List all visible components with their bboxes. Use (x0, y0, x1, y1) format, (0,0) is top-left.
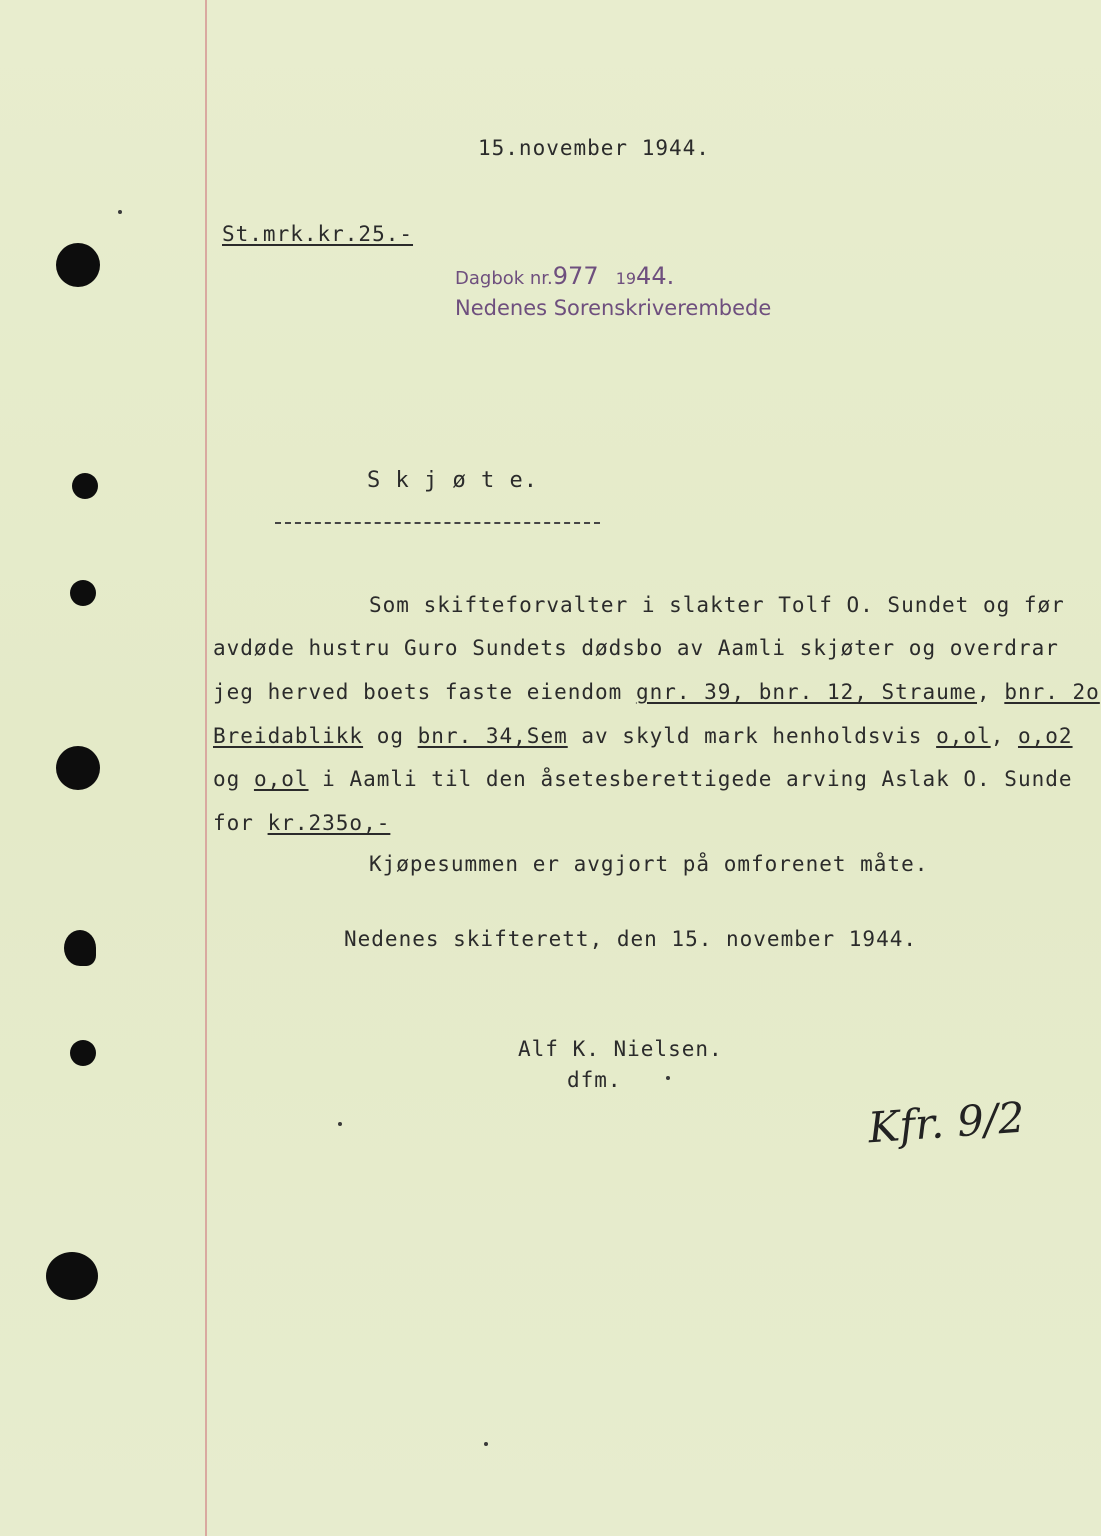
margin-line (205, 0, 207, 1536)
punch-hole-1 (56, 243, 100, 287)
punch-hole-3 (70, 580, 96, 606)
punch-hole-4 (56, 746, 100, 790)
date-heading: 15.november 1944. (478, 136, 710, 160)
ink-speck (338, 1122, 342, 1126)
stamp-duty: St.mrk.kr.25.- (222, 222, 414, 246)
punch-hole-7 (46, 1252, 98, 1300)
stamp-prefix: Dagbok nr. (455, 268, 553, 289)
punch-hole-5 (64, 930, 96, 966)
body-line-4: Breidablikk og bnr. 34,Sem av skyld mark henholdsvis o,ol, o,o2 (213, 724, 1073, 748)
stamp-year-prefix: 19 (615, 269, 637, 288)
stamp-year-suffix: 44. (636, 262, 675, 290)
signatory-title: dfm. (567, 1068, 622, 1092)
document-title: S k j ø t e. (367, 468, 538, 493)
registry-stamp (455, 262, 674, 290)
signatory-name: Alf K. Nielsen. (518, 1037, 723, 1061)
punch-hole-2 (72, 473, 98, 499)
body-line-3: jeg herved boets faste eiendom gnr. 39, bnr. 12, Straume, bnr. 2o (213, 680, 1100, 704)
stamp-office: Nedenes Sorenskriverembede (455, 296, 772, 320)
body-line-6: for kr.235o,- (213, 811, 391, 835)
place-date-line: Nedenes skifterett, den 15. november 1944. (344, 927, 918, 951)
body-line-1: Som skifteforvalter i slakter Tolf O. Sundet og før (369, 593, 1065, 617)
handwritten-note: Kfr. 9/2 (866, 1092, 1027, 1153)
body-line-7: Kjøpesummen er avgjort på omforenet måte. (369, 852, 929, 876)
body-line-5: og o,ol i Aamli til den åsetesberettigede arving Aslak O. Sunde (213, 767, 1073, 791)
title-rule (275, 522, 600, 524)
stamp-number: 977 (552, 262, 599, 290)
ink-speck (666, 1076, 670, 1080)
ink-speck (118, 210, 122, 214)
body-line-2: avdøde hustru Guro Sundets dødsbo av Aamli skjøter og overdrar (213, 636, 1059, 660)
punch-hole-6 (70, 1040, 96, 1066)
ink-speck (484, 1442, 488, 1446)
